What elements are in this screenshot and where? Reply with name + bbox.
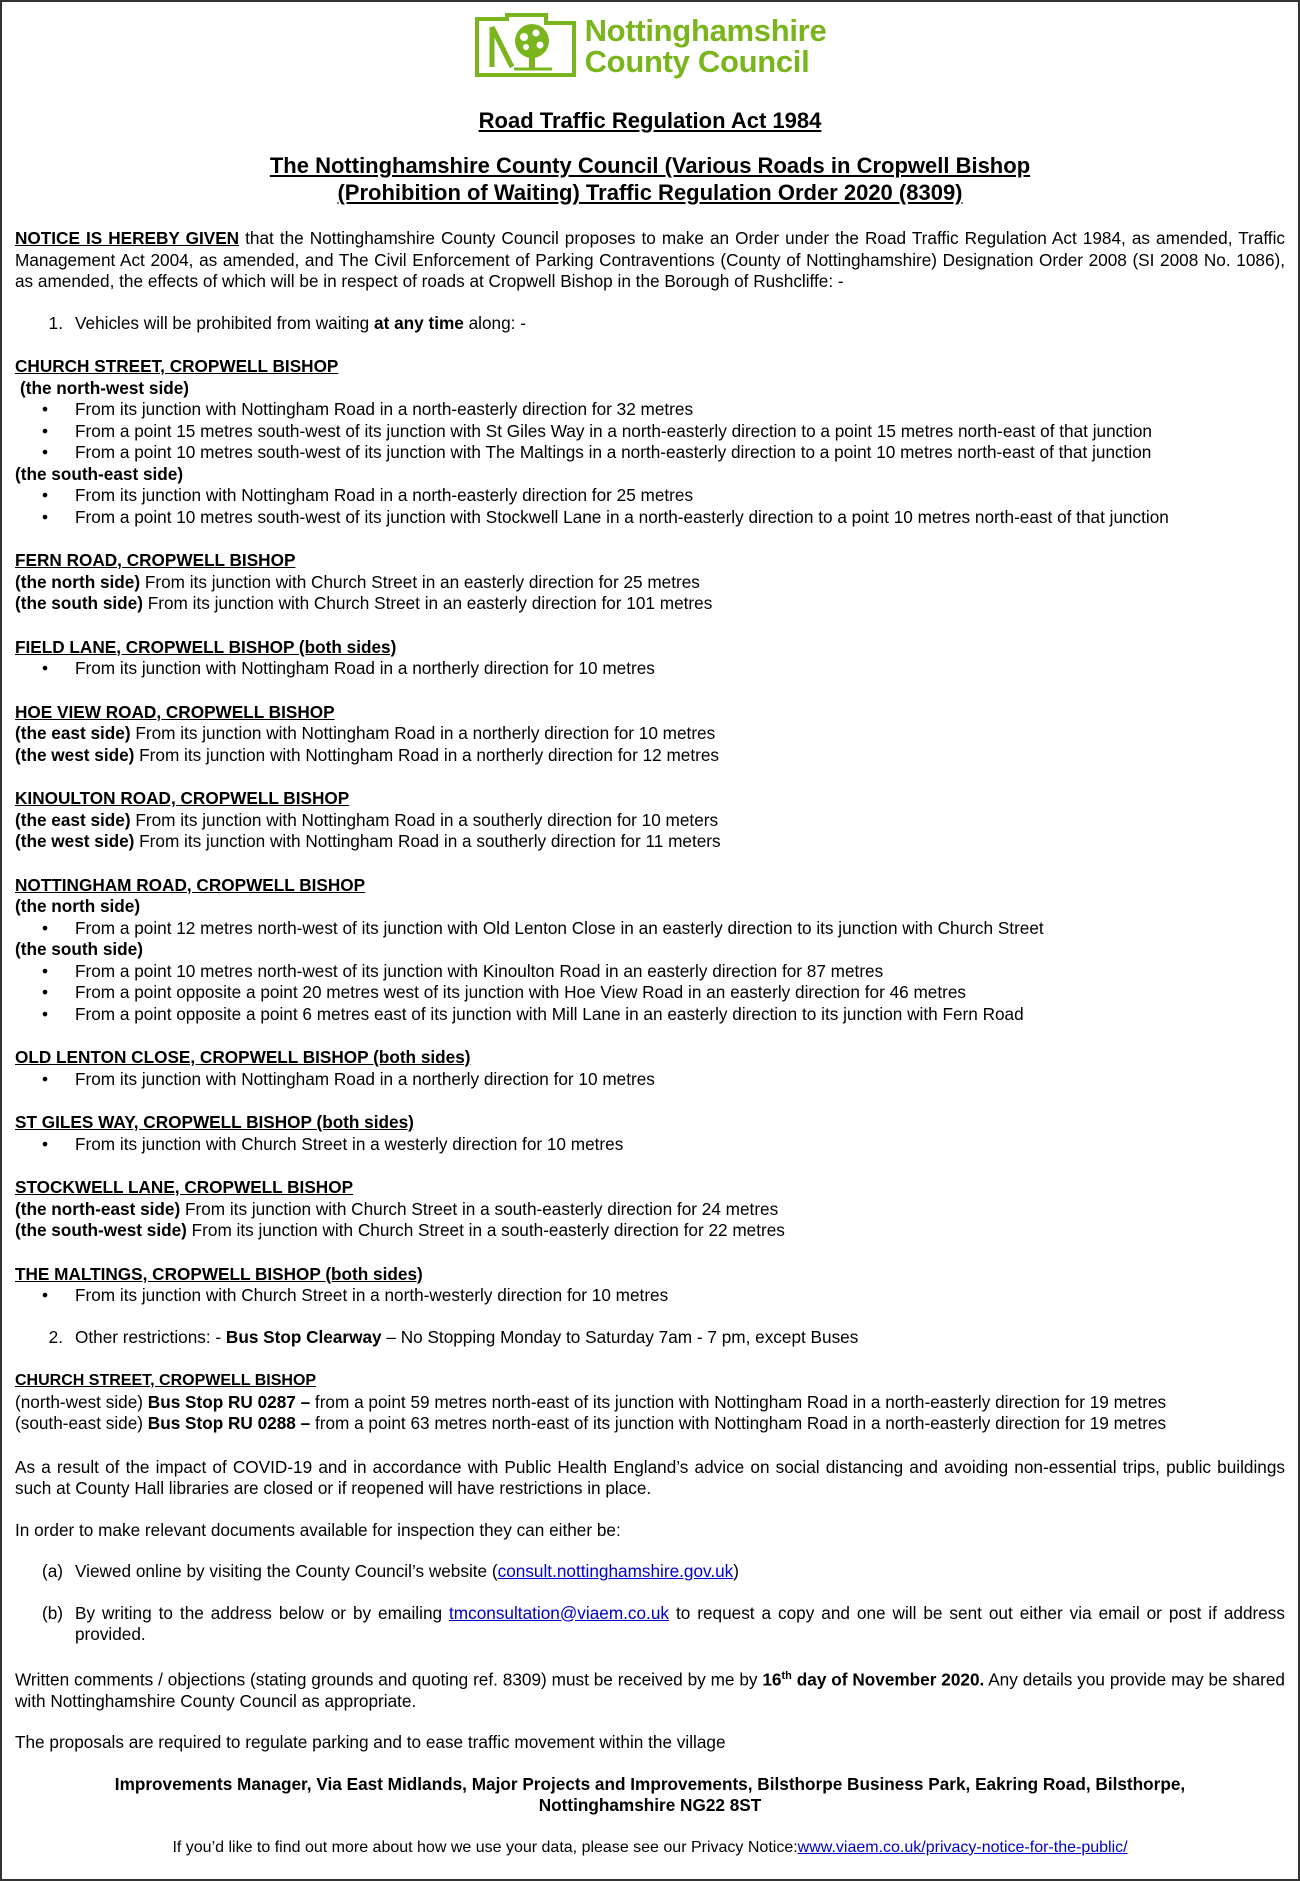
council-logo bbox=[15, 10, 1285, 82]
item-number: 1. bbox=[48, 312, 63, 333]
option-number: (a) bbox=[41, 1561, 63, 1581]
item-text: Other restrictions: - bbox=[75, 1326, 226, 1347]
deadline-date: day of November 2020. bbox=[791, 1669, 985, 1690]
side-label: (the north-east side) bbox=[15, 1198, 181, 1219]
side-text: From its junction with Church Street in an easterly direction for 101 metres bbox=[142, 593, 713, 613]
side-text: From its junction with Nottingham Road in a southerly direction for 11 meters bbox=[134, 831, 721, 851]
consult-website-link[interactable]: consult.nottinghamshire.gov.uk bbox=[497, 1561, 734, 1581]
bullet-list bbox=[15, 658, 1285, 680]
section-kinoulton-road bbox=[15, 788, 1285, 853]
section-heading: THE MALTINGS, CROPWELL BISHOP (both sides) bbox=[15, 1263, 423, 1284]
section-heading: STOCKWELL LANE, CROPWELL BISHOP bbox=[15, 1177, 354, 1197]
item-bold: Bus Stop Clearway bbox=[225, 1326, 382, 1347]
side-line bbox=[15, 831, 1285, 853]
contact-address bbox=[15, 1774, 1285, 1817]
list-item: • From a point 15 metres south-west of its junction with St Giles Way in a north-easterly direction to a point 15 metres north-east of that junction bbox=[15, 421, 1285, 443]
comments-paragraph bbox=[15, 1666, 1285, 1713]
section-the-maltings bbox=[15, 1264, 1285, 1307]
side-label: (the east side) bbox=[15, 809, 131, 830]
numbered-item-2 bbox=[15, 1327, 1285, 1349]
list-item: • From a point 10 metres south-west of its junction with Stockwell Lane in a north-easterly direction to a point 10 metres north-east of that junction bbox=[15, 507, 1285, 529]
side-text: from a point 59 metres north-east of its junction with Nottingham Road in a north-easterly direction for 19 metres bbox=[310, 1391, 1167, 1412]
section-heading: HOE VIEW ROAD, CROPWELL BISHOP bbox=[15, 701, 335, 722]
section-fern-road bbox=[15, 550, 1285, 615]
address-line-1: Improvements Manager, Via East Midlands, Major Projects and Improvements, Bilsthorpe Business Park, Eakring Road, Bilsthorpe, bbox=[114, 1773, 1186, 1794]
side-line bbox=[15, 723, 1285, 745]
bullet-list bbox=[15, 1285, 1285, 1307]
list-item: • From a point 12 metres north-west of its junction with Old Lenton Close in an easterly direction to its junction with Church Street bbox=[15, 918, 1285, 940]
section-heading: KINOULTON ROAD, CROPWELL BISHOP bbox=[15, 788, 350, 808]
list-item: • From its junction with Nottingham Road in a north-easterly direction for 25 metres bbox=[15, 485, 1285, 507]
logo-wordmark bbox=[585, 15, 827, 77]
order-title bbox=[15, 152, 1285, 206]
side-text: From its junction with Church Street in an easterly direction for 25 metres bbox=[140, 571, 700, 592]
bullet-list bbox=[15, 961, 1285, 1026]
option-text: By writing to the address below or by emailing bbox=[75, 1602, 450, 1623]
option-text-post: ) bbox=[733, 1561, 740, 1581]
deadline-suffix: th bbox=[781, 1669, 792, 1682]
intro-text: that the Nottinghamshire County Council proposes to make an Order under the Road Traffic Regulation Act 1984, as amended, Traffic Management Act 2004, as amended, and The Civil Enforcement of Parking Contraventions (County of Nottinghamshire) Designation Order 2008 (SI 2008 No. 1086), as amended, the effects of which will be in respect of roads at Cropwell Bishop in the Borough of Rushcliffe: - bbox=[15, 228, 1285, 291]
side-line bbox=[15, 1220, 1285, 1242]
side-label: (the north side) bbox=[15, 571, 141, 592]
bullet-list bbox=[15, 399, 1285, 464]
section-field-lane bbox=[15, 637, 1285, 680]
option-a bbox=[15, 1561, 1285, 1583]
privacy-notice-link[interactable]: www.viaem.co.uk/privacy-notice-for-the-public/ bbox=[797, 1838, 1128, 1856]
section-old-lenton-close bbox=[15, 1047, 1285, 1090]
deadline-day: 16 bbox=[762, 1669, 782, 1690]
bus-stop-id: Bus Stop RU 0287 – bbox=[147, 1391, 311, 1412]
section-church-street bbox=[15, 356, 1285, 528]
notice-lead: NOTICE IS HEREBY GIVEN bbox=[15, 228, 240, 248]
council-tree-emblem-icon bbox=[474, 13, 579, 79]
item-text-post: – No Stopping Monday to Saturday 7am - 7 pm, except Buses bbox=[381, 1326, 859, 1347]
numbered-item-1 bbox=[15, 313, 1285, 335]
privacy-text: If you’d like to find out more about how we use your data, please see our Privacy Notice: bbox=[172, 1838, 798, 1856]
section-stockwell-lane bbox=[15, 1177, 1285, 1242]
section-heading: FERN ROAD, CROPWELL BISHOP bbox=[15, 550, 296, 570]
item-bold: at any time bbox=[374, 312, 464, 333]
list-item: • From a point opposite a point 6 metres east of its junction with Mill Lane in an easterly direction to its junction with Fern Road bbox=[15, 1004, 1285, 1026]
bus-stop-line bbox=[15, 1392, 1285, 1414]
logo-line-2: County Council bbox=[584, 44, 810, 79]
purpose-paragraph: The proposals are required to regulate parking and to ease traffic movement within the village bbox=[15, 1732, 726, 1753]
side-text: From its junction with Church Street in a south-easterly direction for 22 metres bbox=[186, 1220, 785, 1240]
bus-stop-line bbox=[15, 1413, 1285, 1435]
side-label: (the west side) bbox=[15, 744, 135, 765]
side-line bbox=[15, 572, 1285, 594]
section-heading: NOTTINGHAM ROAD, CROPWELL BISHOP bbox=[15, 874, 366, 895]
side-label: (the west side) bbox=[15, 831, 135, 851]
side-line bbox=[15, 1199, 1285, 1221]
side-label: (the south-east side) bbox=[15, 463, 184, 484]
side-label: (the north side) bbox=[15, 896, 141, 916]
address-line-2: Nottinghamshire NG22 8ST bbox=[538, 1795, 762, 1816]
bullet-list bbox=[15, 1069, 1285, 1091]
item-text-post: along: - bbox=[463, 312, 526, 333]
side-text: From its junction with Church Street in a south-easterly direction for 24 metres bbox=[180, 1198, 779, 1219]
bus-stop-id: Bus Stop RU 0288 – bbox=[147, 1413, 311, 1433]
side-label: (the south side) bbox=[15, 939, 143, 959]
bullet-list bbox=[15, 1134, 1285, 1156]
side-line bbox=[15, 810, 1285, 832]
side-text: From its junction with Nottingham Road in a southerly direction for 10 meters bbox=[130, 809, 719, 830]
bullet-list bbox=[15, 918, 1285, 940]
side-label: (south-east side) bbox=[15, 1413, 148, 1433]
list-item: • From its junction with Church Street in a north-westerly direction for 10 metres bbox=[15, 1285, 1285, 1307]
consultation-email-link[interactable]: tmconsultation@viaem.co.uk bbox=[449, 1602, 669, 1623]
item-number: 2. bbox=[48, 1326, 63, 1347]
section-bus-stops bbox=[15, 1370, 1285, 1435]
list-item: • From its junction with Nottingham Road in a north-easterly direction for 32 metres bbox=[15, 399, 1285, 421]
section-heading: OLD LENTON CLOSE, CROPWELL BISHOP (both sides) bbox=[15, 1047, 471, 1067]
comments-text: Written comments / objections (stating grounds and quoting ref. 8309) must be received by me by bbox=[15, 1669, 763, 1690]
list-item: • From its junction with Church Street in a westerly direction for 10 metres bbox=[15, 1134, 1285, 1156]
order-title-line-1: The Nottinghamshire County Council (Various Roads in Cropwell Bishop bbox=[269, 153, 1031, 178]
side-label: (north-west side) bbox=[15, 1391, 148, 1412]
option-number: (b) bbox=[41, 1602, 63, 1623]
logo-line-1: Nottinghamshire bbox=[584, 13, 827, 48]
section-hoe-view-road bbox=[15, 702, 1285, 767]
section-heading: ST GILES WAY, CROPWELL BISHOP (both sides) bbox=[15, 1112, 414, 1132]
side-label: (the north-west side) bbox=[20, 377, 190, 398]
bullet-list bbox=[15, 485, 1285, 528]
side-label: (the south side) bbox=[15, 593, 143, 613]
section-nottingham-road bbox=[15, 875, 1285, 1026]
option-b bbox=[15, 1603, 1285, 1646]
list-item: • From a point 10 metres north-west of its junction with Kinoulton Road in an easterly direction for 87 metres bbox=[15, 961, 1285, 983]
option-text: Viewed online by visiting the County Council’s website ( bbox=[75, 1561, 498, 1581]
section-heading: CHURCH STREET, CROPWELL BISHOP bbox=[15, 1372, 317, 1389]
inspection-paragraph: In order to make relevant documents available for inspection they can either be: bbox=[15, 1519, 621, 1540]
intro-paragraph bbox=[15, 228, 1285, 293]
side-line bbox=[15, 593, 1285, 615]
side-label: (the east side) bbox=[15, 723, 131, 743]
side-text: From its junction with Nottingham Road in a northerly direction for 12 metres bbox=[134, 744, 720, 765]
side-text: From its junction with Nottingham Road in a northerly direction for 10 metres bbox=[130, 723, 716, 743]
list-item: • From a point 10 metres south-west of its junction with The Maltings in a north-easterly direction to a point 10 metres north-east of that junction bbox=[15, 442, 1285, 464]
list-item: • From its junction with Nottingham Road in a northerly direction for 10 metres bbox=[15, 658, 1285, 680]
section-st-giles-way bbox=[15, 1112, 1285, 1155]
section-heading: CHURCH STREET, CROPWELL BISHOP bbox=[15, 356, 339, 376]
item-text: Vehicles will be prohibited from waiting bbox=[75, 312, 375, 333]
side-line bbox=[15, 745, 1285, 767]
side-label: (the south-west side) bbox=[15, 1220, 187, 1240]
comments-text-post: Any details you provide may be shared with Nottinghamshire County Council as appropriate. bbox=[15, 1669, 1285, 1711]
act-title: Road Traffic Regulation Act 1984 bbox=[478, 108, 822, 133]
section-heading: FIELD LANE, CROPWELL BISHOP (both sides) bbox=[15, 636, 397, 657]
order-title-line-2: (Prohibition of Waiting) Traffic Regulation Order 2020 (8309) bbox=[337, 180, 963, 205]
list-item: • From its junction with Nottingham Road in a northerly direction for 10 metres bbox=[15, 1069, 1285, 1091]
option-text-post: to request a copy and one will be sent out either via email or post if address provided. bbox=[75, 1602, 1285, 1644]
side-text: from a point 63 metres north-east of its junction with Nottingham Road in a north-easterly direction for 19 metres bbox=[310, 1413, 1167, 1433]
list-item: • From a point opposite a point 20 metres west of its junction with Hoe View Road in an easterly direction for 46 metres bbox=[15, 982, 1285, 1004]
covid-paragraph: As a result of the impact of COVID-19 and in accordance with Public Health England’s advice on social distancing and avoiding non-essential trips, public buildings such at County Hall libraries are closed or if reopened will have restrictions in place. bbox=[15, 1456, 1285, 1498]
privacy-notice bbox=[15, 1837, 1285, 1859]
